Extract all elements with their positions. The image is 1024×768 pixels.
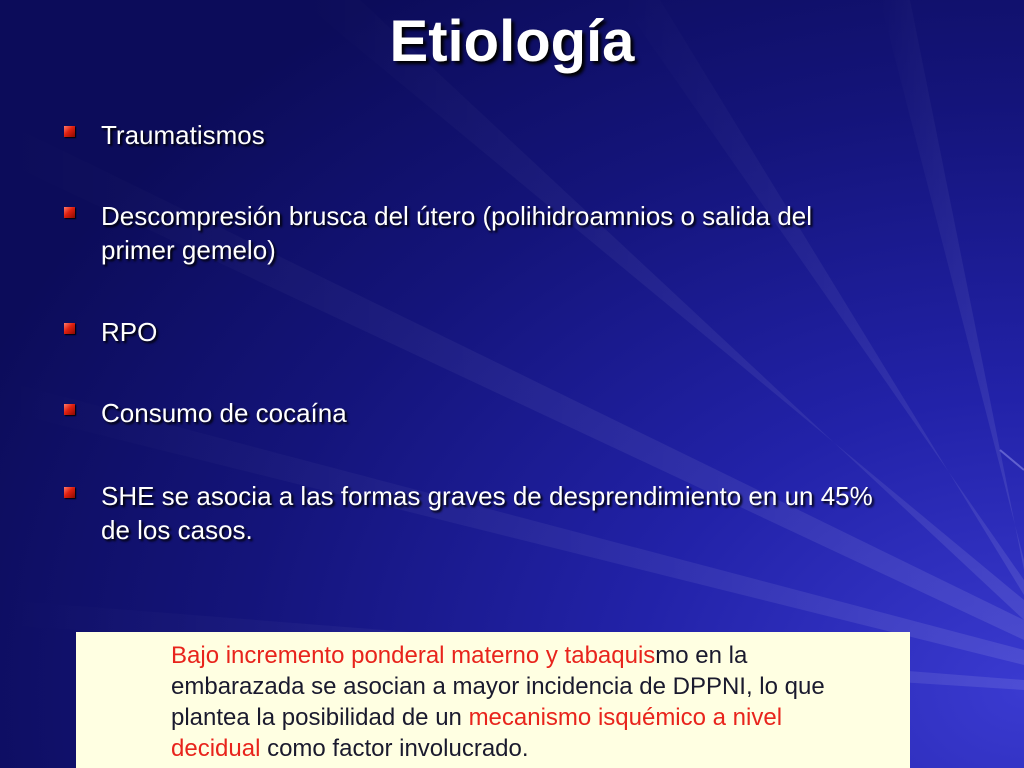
bullet-line: SHE se asocia a las formas graves de desprendimiento en un 45% bbox=[101, 481, 873, 511]
slide-title: Etiología bbox=[389, 9, 635, 74]
note-plain: plantea la posibilidad de un bbox=[171, 704, 469, 731]
bullet-text bbox=[101, 396, 961, 430]
bullet-text bbox=[101, 199, 961, 267]
note-plain: mo en la bbox=[655, 642, 748, 669]
bullet-line: RPO bbox=[101, 317, 158, 347]
note-plain: embarazada se asocian a mayor incidencia de DPPNI, lo que bbox=[171, 673, 825, 700]
bullet-text bbox=[101, 118, 961, 152]
bullet-text bbox=[101, 315, 961, 349]
bullet-square-icon bbox=[64, 323, 75, 334]
bullet-line: de los casos. bbox=[101, 515, 253, 545]
note-highlight: decidual bbox=[171, 735, 261, 762]
bullet-square-icon bbox=[64, 404, 75, 415]
bullet-line: Consumo de cocaína bbox=[101, 398, 347, 428]
note-highlight: mecanismo isquémico a nivel bbox=[468, 704, 783, 731]
bullet-text bbox=[101, 479, 961, 547]
bullet-square-icon bbox=[64, 487, 75, 498]
bullet-line: primer gemelo) bbox=[101, 235, 276, 265]
bullet-line: Descompresión brusca del útero (polihidroamnios o salida del bbox=[101, 201, 813, 231]
bullet-square-icon bbox=[64, 207, 75, 218]
note-highlight: Bajo incremento ponderal materno y tabaquis bbox=[171, 642, 656, 669]
bullet-square-icon bbox=[64, 126, 75, 137]
note-plain: como factor involucrado. bbox=[260, 735, 529, 762]
bullet-line: Traumatismos bbox=[101, 120, 265, 150]
note-box bbox=[76, 632, 910, 768]
note-text bbox=[171, 640, 891, 764]
